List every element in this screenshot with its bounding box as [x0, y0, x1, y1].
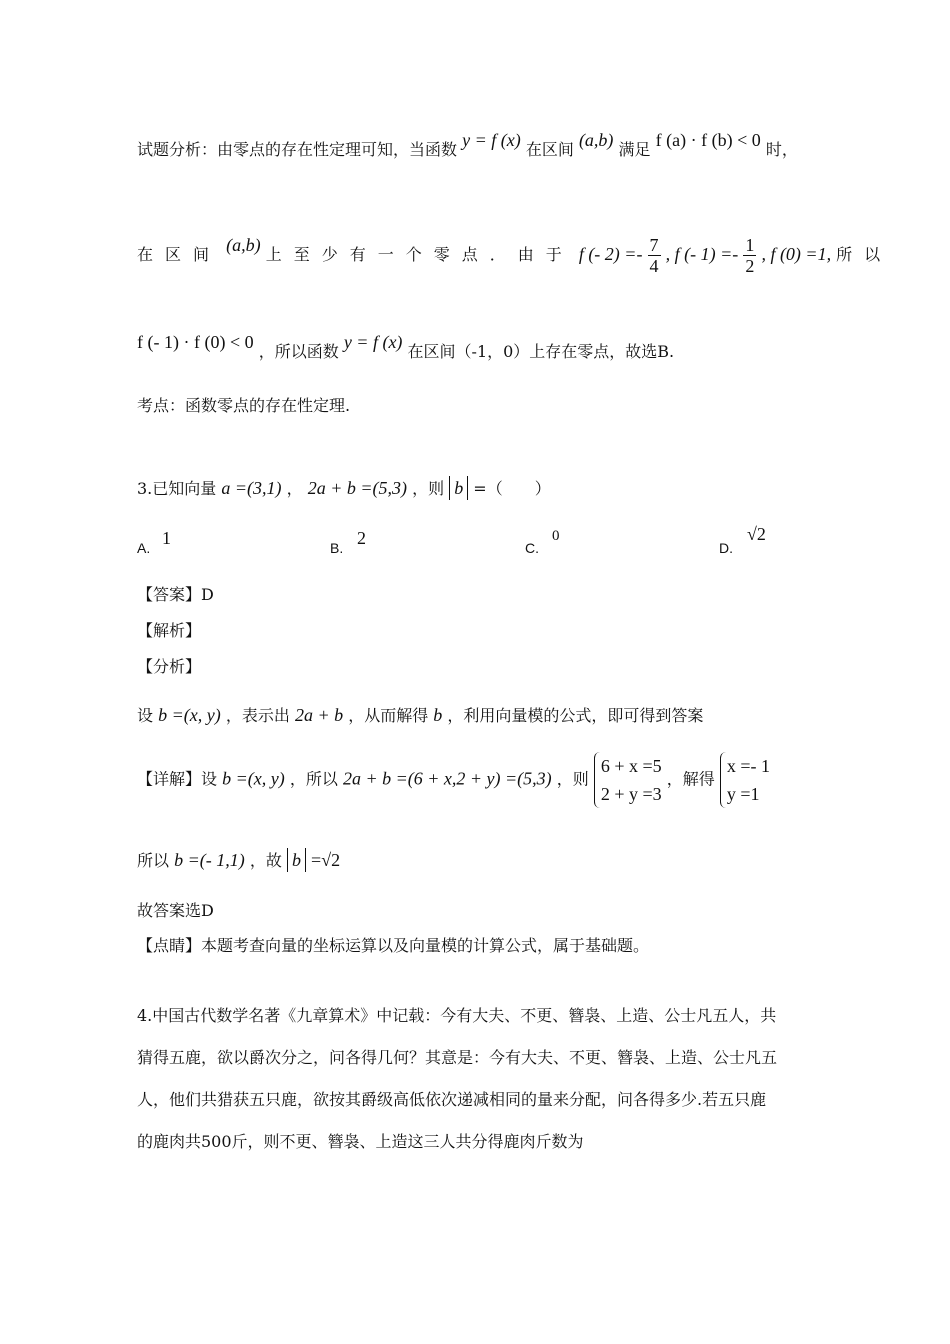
analysis-line-2: [137, 235, 892, 276]
analysis-text: 满足: [618, 140, 651, 159]
answer-line: 【答案】D: [137, 585, 214, 604]
equation-line: 2 + y =3: [600, 784, 662, 804]
option-d-label: D.: [719, 540, 733, 556]
dianjing-line: 【点睛】本题考查向量的坐标运算以及向量模的计算公式，属于基础题。: [137, 936, 650, 955]
question-4-line-1: 4.中国古代数学名著《九章算术》中记载：今有大夫、不更、簪袅、上造、公士凡五人，共: [137, 1006, 777, 1025]
analysis-text: ，所以: [289, 769, 338, 789]
analysis-text: ，从而解得: [348, 706, 429, 725]
analysis-text: 试题分析：由零点的存在性定理可知，当函数: [137, 140, 458, 159]
math-expression: b =(x, y): [158, 705, 221, 725]
math-expression: f (- 2) =-: [578, 244, 643, 264]
option-d-value: √2: [747, 524, 766, 544]
fraction-denominator: 4: [649, 256, 659, 276]
option-b-value: 2: [357, 528, 366, 548]
math-expression: b =(x, y): [222, 768, 285, 789]
fraction: [648, 235, 661, 276]
math-expression: y = f (x): [462, 130, 521, 150]
analysis-text: ，则: [556, 769, 589, 789]
question-text: 3.已知向量: [137, 479, 217, 498]
math-expression: (a,b): [578, 130, 614, 150]
analysis-text: 【详解】设: [137, 769, 218, 789]
math-expression: , f (0) =1,: [761, 244, 832, 264]
kaodian-line: 考点：函数零点的存在性定理.: [137, 396, 351, 415]
analysis-line-1: [137, 130, 798, 161]
conclusion-line: [137, 848, 340, 872]
equation-line: 6 + x =5: [600, 756, 662, 776]
math-expression: f (- 1) · f (0) < 0: [137, 332, 254, 352]
equation-line: y =1: [726, 784, 760, 804]
math-expression: 2a + b =(5,3): [307, 478, 407, 498]
question-4-line-3: 人，他们共猎获五只鹿，欲按其爵级高低依次递减相同的量来分配，问各得多少.若五只鹿: [137, 1090, 767, 1109]
analysis-text: ，表示出: [225, 706, 290, 725]
xiangjie-line: [137, 752, 770, 808]
option-b-label: B.: [330, 540, 344, 556]
math-expression: a =(3,1): [221, 478, 282, 498]
math-expression: b: [433, 705, 443, 725]
solution-system: [720, 752, 770, 808]
analysis-text: ，所以函数: [258, 342, 339, 361]
fraction: [743, 235, 756, 276]
math-expression: =√2: [311, 850, 341, 870]
final-answer-line: 故答案选D: [137, 901, 214, 920]
option-c-label: C.: [525, 540, 539, 556]
analysis-text: 上至少有一个零点．由于: [265, 245, 574, 264]
fraction-denominator: 2: [745, 256, 755, 276]
fenxi-line: [137, 704, 703, 727]
vector-magnitude: b: [287, 848, 306, 872]
math-expression: 2a + b: [294, 705, 344, 725]
analysis-text: 在区间（-1，0）上存在零点，故选B.: [407, 342, 675, 361]
option-a-value: 1: [162, 528, 171, 548]
analysis-text: 所以: [836, 245, 893, 264]
question-4-line-2: 猜得五鹿，欲以爵次分之，问各得几何？其意是：今有大夫、不更、簪袅、上造、公士凡五: [137, 1048, 778, 1067]
math-expression: (a,b): [226, 235, 261, 255]
fraction-numerator: 7: [649, 235, 659, 255]
question-text: =（ ）: [473, 479, 551, 498]
fraction-numerator: 1: [745, 235, 755, 255]
analysis-text: 设: [137, 706, 154, 725]
analysis-text: 时，: [765, 140, 798, 159]
question-3-stem: [137, 476, 551, 500]
analysis-text: ，解得: [666, 769, 715, 789]
fenxi-heading: 【分析】: [137, 657, 202, 676]
jiexi-heading: 【解析】: [137, 621, 202, 640]
analysis-text: 在区间: [137, 245, 222, 264]
analysis-line-3: [137, 332, 675, 363]
math-expression: y = f (x): [343, 332, 403, 352]
option-a-label: A.: [137, 540, 151, 556]
analysis-text: 在区间: [525, 140, 574, 159]
math-expression: 2a + b =(6 + x,2 + y) =(5,3): [342, 768, 552, 789]
math-expression: , f (- 1) =-: [665, 244, 739, 264]
vector-magnitude: b: [449, 476, 468, 500]
question-4-line-4: 的鹿肉共500斤，则不更、簪袅、上造这三人共分得鹿肉斤数为: [137, 1132, 584, 1151]
analysis-text: 所以: [137, 851, 170, 870]
math-expression: b =(- 1,1): [174, 850, 245, 870]
option-c-value: 0: [552, 528, 560, 544]
analysis-text: ，利用向量模的公式，即可得到答案: [447, 706, 704, 725]
math-expression: f (a) · f (b) < 0: [655, 130, 761, 150]
equation-line: x =- 1: [726, 756, 770, 776]
analysis-text: ，故: [249, 851, 282, 870]
question-text: ，: [286, 479, 303, 498]
equation-system: [594, 752, 662, 808]
question-text: ，则: [412, 479, 445, 498]
